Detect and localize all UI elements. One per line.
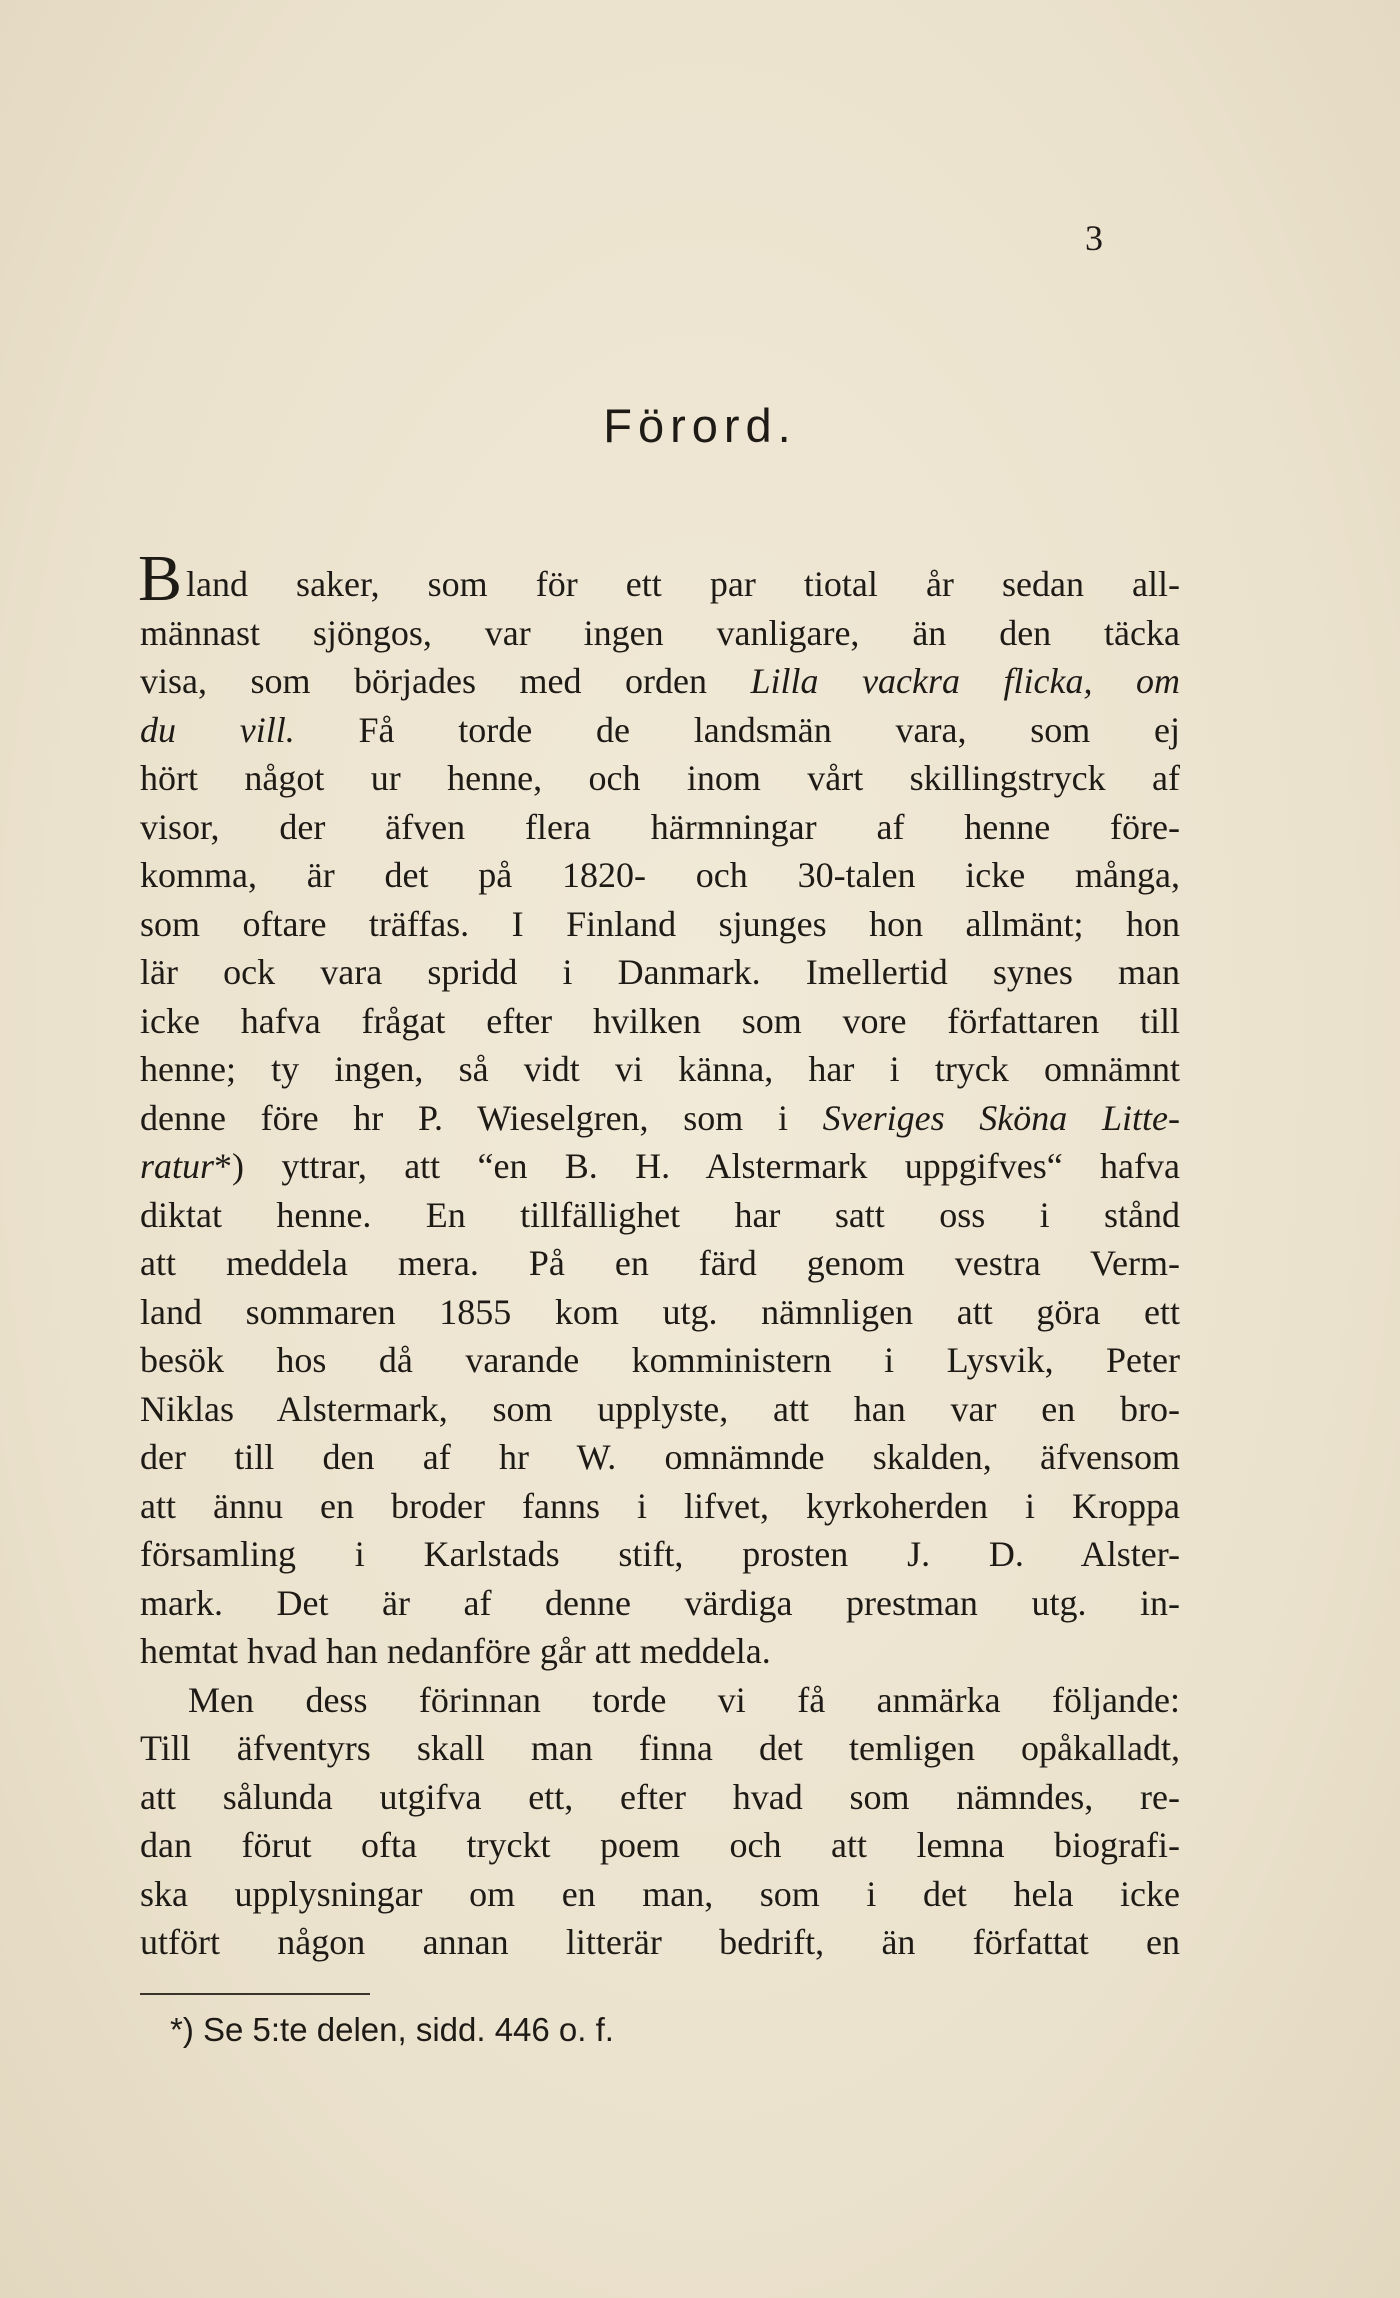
footnote-rule [140,1993,370,1995]
text-line: hemtat hvad han nedanföre går att meddela. [140,1631,771,1671]
text-line: ska upplysningar om en man, som i det hela icke [140,1873,1180,1914]
text-line [140,1094,1180,1143]
text-line: land sommaren 1855 kom utg. nämnligen att göra ett [140,1291,1180,1332]
text-line [140,1142,1180,1191]
text-line: Niklas Alstermark, som upplyste, att han var en bro- [140,1388,1180,1429]
text-line: diktat henne. En tillfällighet har satt oss i stånd [140,1194,1180,1235]
drop-cap: B [138,542,183,615]
text-line: att sålunda utgifva ett, efter hvad som nämndes, re- [140,1776,1180,1817]
text-span: Få torde de landsmän vara, som ej [294,709,1181,750]
text-line: männast sjöngos, var ingen vanligare, än den täcka [140,612,1180,653]
text-line: som oftare träffas. I Finland sjunges hon allmänt; hon [140,903,1180,944]
chapter-title: Förord. [603,399,797,452]
text-line: Till äfventyrs skall man finna det temligen opåkalladt, [140,1728,1180,1768]
body-text [138,542,1181,1967]
text-line: att ännu en broder fanns i lifvet, kyrkoherden i Kroppa [140,1485,1180,1526]
text-line [140,657,1180,706]
text-line: lär ock vara spridd i Danmark. Imellertid synes man [140,952,1180,992]
text-line: församling i Karlstads stift, prosten J. D. Alster- [140,1534,1180,1574]
text-line: Men dess förinnan torde vi få anmärka följande: [188,1679,1180,1720]
italic-title-span: ratur [140,1146,215,1186]
text-span: visa, som börjades med orden [140,661,751,701]
text-line: icke hafva frågat efter hvilken som vore författaren till [140,1000,1180,1041]
text-span: denne före hr P. Wieselgren, som i [140,1097,823,1138]
italic-title-span: du vill. [140,709,295,750]
footnote: *) Se 5:te delen, sidd. 446 o. f. [170,2011,614,2048]
text-line: mark. Det är af denne värdiga prestman utg. in- [140,1582,1180,1623]
text-span: land saker, som för ett par tiotal år sedan all- [186,564,1180,604]
text-line: henne; ty ingen, så vidt vi känna, har i tryck omnämnt [140,1049,1180,1089]
text-line [138,542,1180,615]
page-number: 3 [1085,218,1103,258]
text-line [140,706,1180,755]
text-line: der till den af hr W. omnämnde skalden, äfvensom [140,1437,1180,1477]
italic-title-span: Sveriges Sköna Litte- [822,1097,1180,1138]
footnote-reference-text: *) yttrar, att “en B. H. Alstermark uppgifves“ hafva [214,1146,1180,1186]
text-line: komma, är det på 1820- och 30-talen icke många, [140,855,1180,895]
text-line: visor, der äfven flera härmningar af henne före- [140,806,1180,847]
text-line: utfört någon annan litterär bedrift, än författat en [140,1922,1180,1962]
text-line: besök hos då varande komministern i Lysvik, Peter [140,1340,1180,1380]
text-line: dan förut ofta tryckt poem och att lemna biografi- [140,1825,1180,1865]
text-line: hört något ur henne, och inom vårt skillingstryck af [140,758,1180,798]
text-line: att meddela mera. På en färd genom vestra Verm- [140,1243,1180,1283]
italic-title-span: Lilla vackra flicka, om [750,661,1181,701]
